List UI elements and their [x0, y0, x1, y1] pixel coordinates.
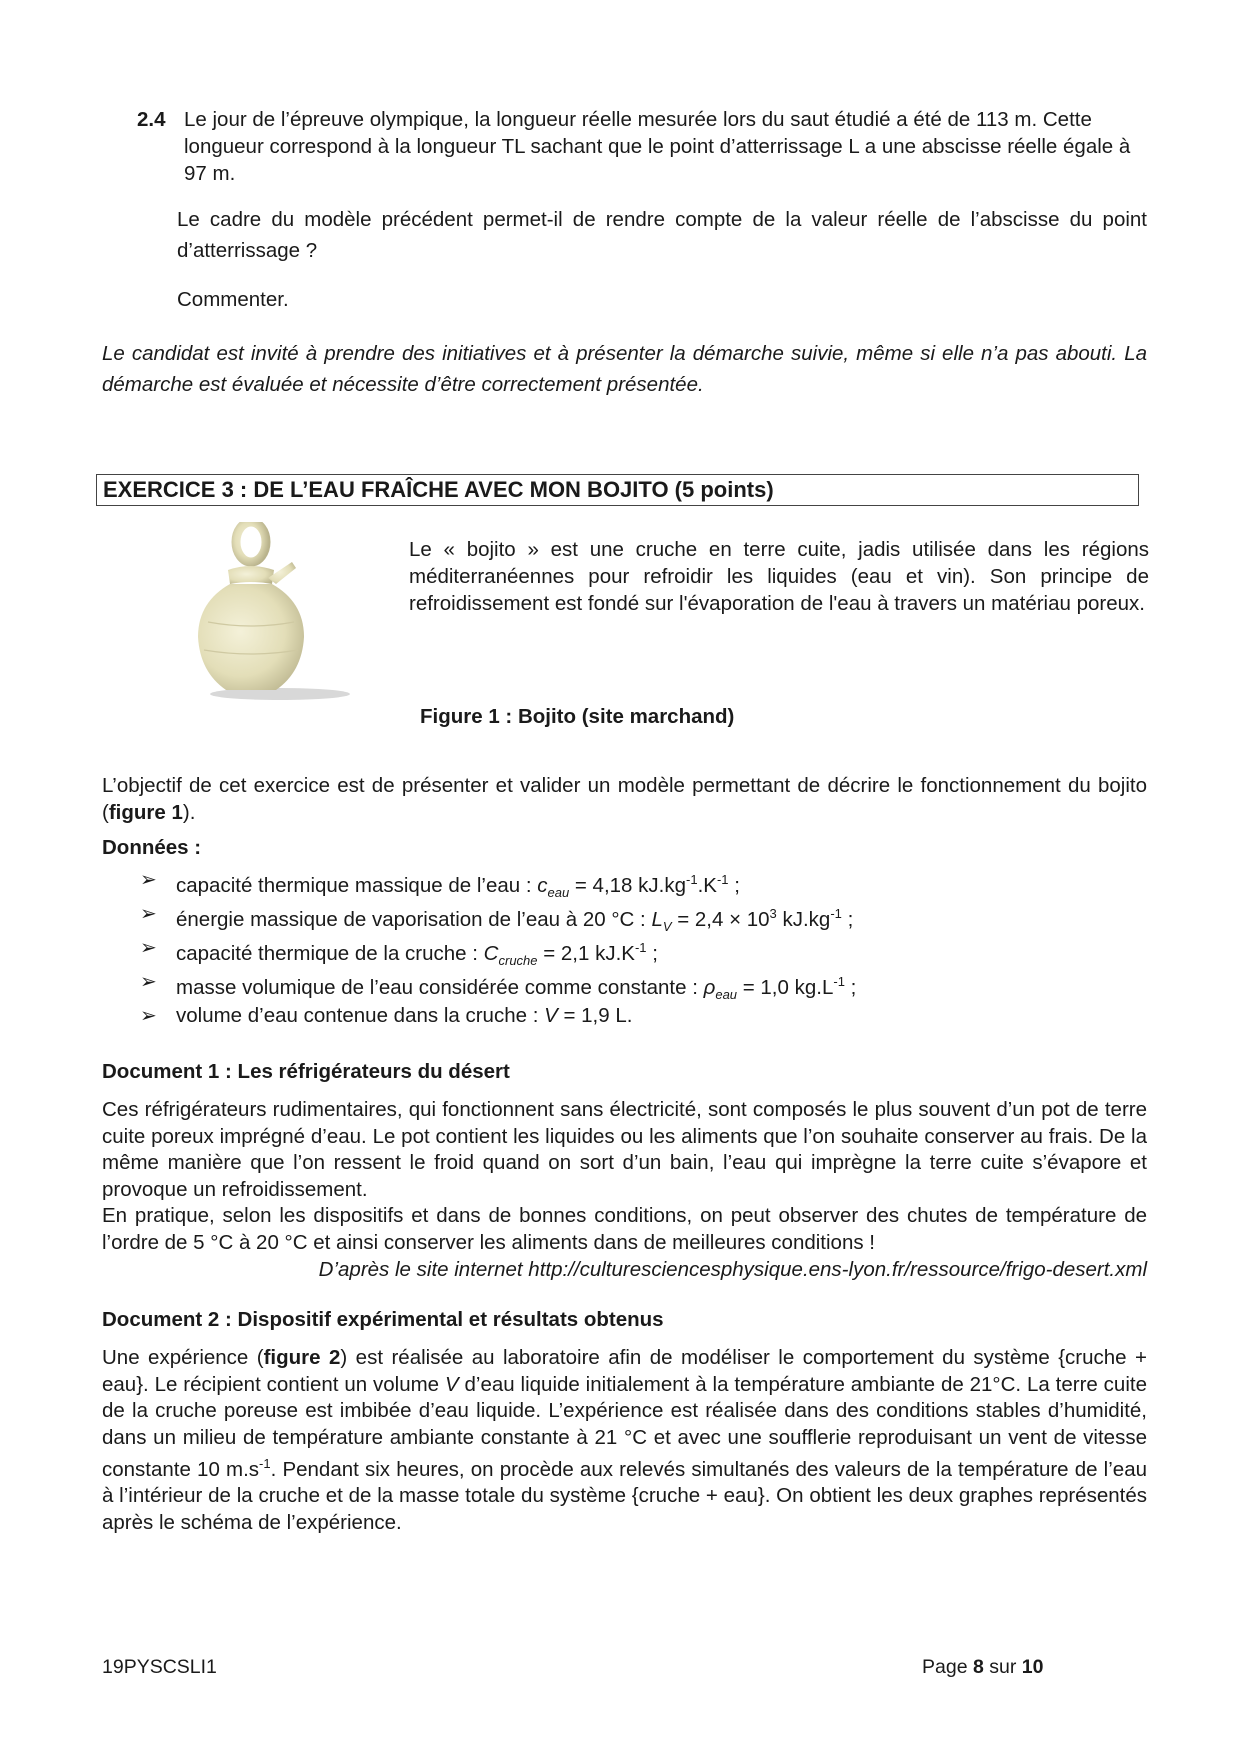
footer-page-number: Page 8 sur 10 — [922, 1656, 1044, 1678]
data-list — [140, 863, 1140, 1033]
data-item: ➢ capacité thermique massique de l’eau : $c_{eau} = 4,18$ $kJ.kg^{-1}.K^{-1}$ ; — [140, 863, 1140, 897]
exercise-objective: L’objectif de cet exercice est de présenter et valider un modèle permettant de décrire le fonctionnement du bojito (figure 1). — [102, 774, 1147, 824]
question-instruction: Commenter. — [177, 288, 289, 311]
document-1-source: D’après le site internet http://culturesciencesphysique.ens-lyon.fr/ressource/frigo-desert.xml — [318, 1258, 1147, 1281]
arrow-bullet-icon: ➢ — [140, 971, 157, 993]
arrow-bullet-icon: ➢ — [140, 903, 157, 925]
data-item: ➢ volume d’eau contenue dans la cruche : V = 1,9 L. — [140, 999, 1140, 1033]
data-item: ➢ masse volumique de l’eau considérée comme constante : $\rho_{eau} = 1,0$ $kg.L^{-1}$ ; — [140, 965, 1140, 999]
document-1-title: Document 1 : Les réfrigérateurs du désert — [102, 1060, 510, 1083]
arrow-bullet-icon: ➢ — [140, 1005, 157, 1027]
question-2-4 — [137, 106, 1147, 187]
document-1-text — [102, 1097, 1147, 1256]
document-1-paragraph: Ces réfrigérateurs rudimentaires, qui fonctionnent sans électricité, sont composés le plus souvent d’un pot de terre cuite poreux imprégné d’eau. Le pot contient les liquides ou les aliments que l’on souhaite conserver au frais. De la même manière que l’on ressent le froid quand on sort d’un bain, l’eau qui imprègne la terre cuite s’évapore et provoque un refroidissement. — [102, 1098, 1147, 1201]
data-title: Données : — [102, 836, 202, 859]
footer-code: 19PYSCSLI1 — [102, 1656, 217, 1678]
question-number: 2.4 — [137, 108, 166, 131]
question-text: Le jour de l’épreuve olympique, la longueur réelle mesurée lors du saut étudié a été de 113 m. Cette longueur correspond à la longueur TL sachant que le point d’atterrissage L a une abscisse réelle égale à 97 m. — [184, 108, 1131, 185]
bojito-image — [168, 522, 408, 702]
document-1-paragraph: En pratique, selon les dispositifs et dans de bonnes conditions, on peut observer des chutes de température de l’ordre de 5 °C à 20 °C et ainsi conserver les aliments dans de meilleures conditions ! — [102, 1204, 1147, 1254]
question-prompt: Le cadre du modèle précédent permet-il de rendre compte de la valeur réelle de l’abscisse du point d’atterrissage ? — [177, 208, 1147, 262]
document-2-text: Une expérience (figure 2) est réalisée au laboratoire afin de modéliser le comportement du système {cruche + eau}. Le récipient contient un volume V d’eau liquide initialement à la température ambiante de 21°C. La terre cuite de la cruche poreuse est imbibée d’eau liquide. L’expérience est réalisée dans des conditions stables d’humidité, dans un milieu de température ambiante constante à 21 °C et avec une soufflerie reproduisant un vent de vitesse constante 10 $m.s^{-1}$. Pendant six heures, on procède aux relevés simultanés des valeurs de la température de l’eau à l’intérieur de la cruche et de la masse totale du système {cruche + eau}. On obtient les deux graphes représentés après le schéma de l’expérience. — [102, 1346, 1147, 1534]
data-item: ➢ capacité thermique de la cruche : $C_{cruche} = 2,1$ $kJ.K^{-1}$ ; — [140, 931, 1140, 965]
arrow-bullet-icon: ➢ — [140, 937, 157, 959]
candidate-note: Le candidat est invité à prendre des initiatives et à présenter la démarche suivie, même si elle n’a pas abouti. La démarche est évaluée et nécessite d’être correctement présentée. — [102, 342, 1147, 396]
data-item: ➢ énergie massique de vaporisation de l’eau à 20 °C : $L_V = 2,4 \times 10^3$ $kJ.kg^{-1}$ ; — [140, 897, 1140, 931]
document-2-title: Document 2 : Dispositif expérimental et résultats obtenus — [102, 1308, 664, 1331]
bojito-intro: Le « bojito » est une cruche en terre cuite, jadis utilisée dans les régions méditerranéennes pour refroidir les liquides (eau et vin). Son principe de refroidissement est fondé sur l'évaporation de l'eau à travers un matériau poreux. — [409, 538, 1149, 615]
arrow-bullet-icon: ➢ — [140, 869, 157, 891]
exercise-title: EXERCICE 3 : DE L’EAU FRAÎCHE AVEC MON BOJITO (5 points) — [96, 474, 1139, 506]
figure-1-caption: Figure 1 : Bojito (site marchand) — [420, 705, 735, 728]
